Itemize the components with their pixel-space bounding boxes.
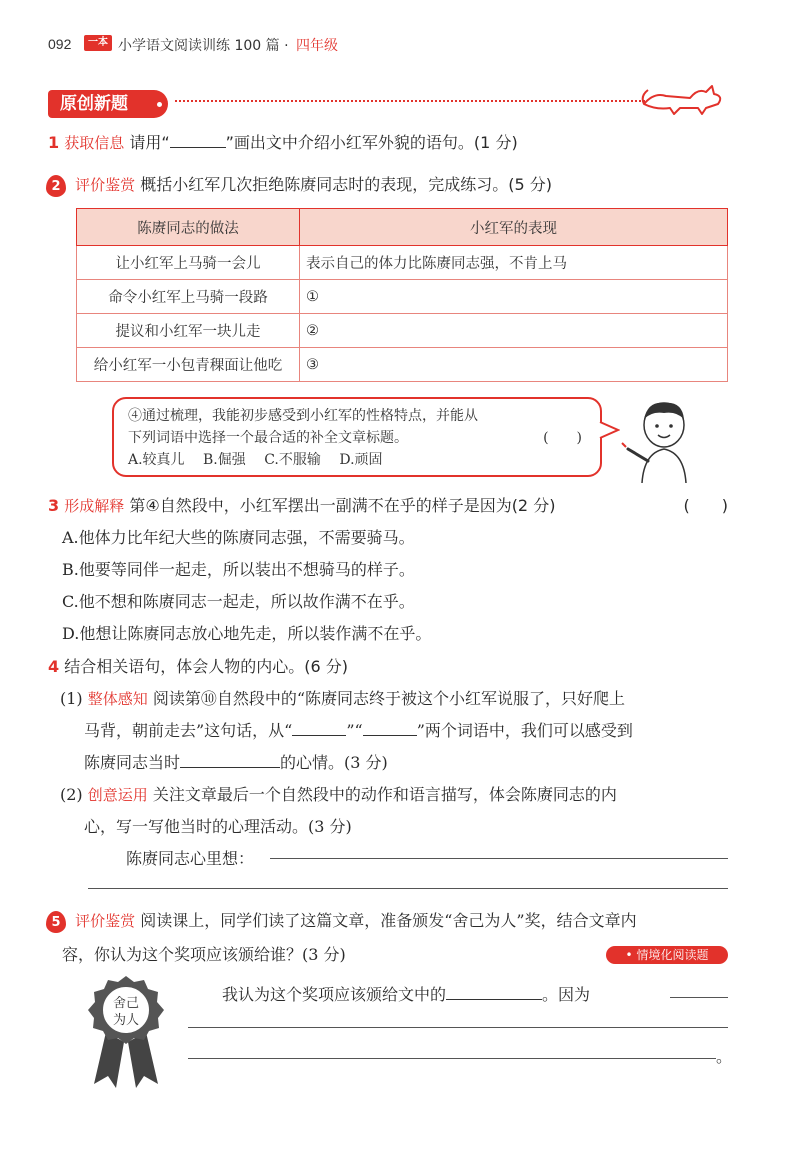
writing-line[interactable] [670,997,728,998]
writing-line[interactable] [188,1027,728,1028]
question-text: 的心情。(3 分) [280,753,388,772]
writing-line[interactable] [270,858,728,859]
medal-text-top: 舍己 [112,996,140,1011]
question-4 [48,654,348,677]
bubble-text: 下列词语中选择一个最合适的补全文章标题。 [128,430,408,446]
answer-blank[interactable] [446,983,542,1000]
table-row [77,246,728,280]
answer-table [76,208,728,382]
speech-bubble [112,397,602,477]
bubble-options [128,449,586,471]
question-tag: 创意运用 [87,786,148,804]
table-row [77,348,728,382]
medal-text-bottom: 为人 [112,1013,140,1028]
writing-line[interactable] [88,888,728,889]
answer-sentence [222,982,590,1005]
book-title: 小学语文阅读训练 100 篇 · [118,38,289,54]
question-tag: 评价鉴赏 [75,912,136,930]
table-header: 陈赓同志的做法 [77,209,300,246]
subquestion-2 [60,782,617,805]
question-tag: 获取信息 [64,134,125,152]
flame-icon: 2 [46,175,66,197]
table-cell-answer[interactable]: ① [300,280,728,314]
table-cell: 让小红军上马骑一会儿 [77,246,300,280]
answer-text: 。因为 [542,985,591,1004]
answer-text: 我认为这个奖项应该颁给文中的 [222,985,447,1004]
question-text: ”两个词语中，我们可以感受到 [416,721,633,740]
option-d: D.顽固 [339,452,383,468]
option-c: C.不服输 [264,452,321,468]
question-text: 概括小红军几次拒绝陈赓同志时的表现，完成练习。(5 分) [140,175,552,194]
writing-line[interactable] [188,1058,716,1059]
option-b: B.倔强 [203,452,246,468]
table-cell: 给小红军一小包青稞面让他吃 [77,348,300,382]
bubble-text: ④通过梳理，我能初步感受到小红军的性格特点，并能从 [128,408,478,424]
question-tag: 评价鉴赏 [75,176,136,194]
boy-icon [618,395,708,485]
question-5 [46,908,637,933]
context-reading-badge: • 情境化阅读题 [606,946,728,964]
answer-paren[interactable]: ( ) [683,496,728,515]
section-title: 原创新题 [48,90,168,118]
sub-label: (1) [60,689,83,708]
question-2 [46,172,552,197]
sub-label: (2) [60,785,83,804]
page-number: 092 [48,36,72,52]
question-tag: 整体感知 [87,690,148,708]
subquestion-2-line2: 心，写一写他当时的心理活动。(3 分) [84,817,352,836]
question-text: 结合相关语句，体会人物的内心。(6 分) [64,657,348,676]
award-medal-icon [76,972,176,1092]
answer-blank[interactable] [180,751,280,768]
section-divider [175,100,645,102]
brand-logo: 一本 [84,35,112,51]
question-text: 第④自然段中，小红军摆出一副满不在乎的样子是因为(2 分) [129,496,556,515]
table-header: 小红军的表现 [300,209,728,246]
question-number: 4 [48,657,60,676]
table-cell: 表示自己的体力比陈赓同志强，不肯上马 [300,246,728,280]
option-d: D.他想让陈赓同志放心地先走，所以装作满不在乎。 [62,624,432,643]
bubble-tail [598,418,620,442]
cat-icon [640,78,730,118]
question-1 [48,130,518,153]
question-text: 马背，朝前走去”这句话，从“ [84,721,293,740]
question-text: 阅读课上，同学们读了这篇文章，准备颁发“舍己为人”奖，结合文章内 [140,911,637,930]
answer-blank[interactable] [170,131,226,148]
table-cell: 命令小红军上马骑一段路 [77,280,300,314]
option-a: A.他体力比年纪大些的陈赓同志强，不需要骑马。 [62,528,415,547]
writing-prompt: 陈赓同志心里想： [126,849,255,868]
question-tag: 形成解释 [64,497,125,515]
badge-label: 情境化阅读题 [636,948,709,962]
question-text: ”画出文中介绍小红军外貌的语句。(1 分) [225,133,518,152]
end-mark: 。 [716,1047,733,1066]
option-b: B.他要等同伴一起走，所以装出不想骑马的样子。 [62,560,415,579]
book-grade: 四年级 [296,38,338,54]
question-text: 请用“ [129,133,170,152]
table-row [77,280,728,314]
bubble-line [128,427,586,449]
question-number: 1 [48,133,60,152]
question-text: 陈赓同志当时 [84,753,181,772]
answer-blank[interactable] [292,719,346,736]
table-cell-answer[interactable]: ③ [300,348,728,382]
subquestion-1-line2 [84,718,633,741]
option-c: C.他不想和陈赓同志一起走，所以故作满不在乎。 [62,592,415,611]
table-row [77,314,728,348]
question-text: ”“ [346,721,363,740]
flame-icon: 5 [46,911,66,933]
subquestion-1-line3 [84,750,388,773]
question-text: 关注文章最后一个自然段中的动作和语言描写，体会陈赓同志的内 [152,785,617,804]
answer-paren[interactable]: ( ) [543,430,582,446]
question-3 [48,493,728,516]
table-header-row [77,209,728,246]
question-5-line2: 容，你认为这个奖项应该颁给谁？(3 分) [62,945,346,964]
question-number: 3 [48,496,60,515]
question-text: 阅读第⑩自然段中的“陈赓同志终于被这个小红军说服了，只好爬上 [152,689,626,708]
subquestion-1 [60,686,625,709]
option-a: A.较真儿 [128,452,185,468]
answer-blank[interactable] [363,719,417,736]
table-cell: 提议和小红军一块儿走 [77,314,300,348]
table-cell-answer[interactable]: ② [300,314,728,348]
